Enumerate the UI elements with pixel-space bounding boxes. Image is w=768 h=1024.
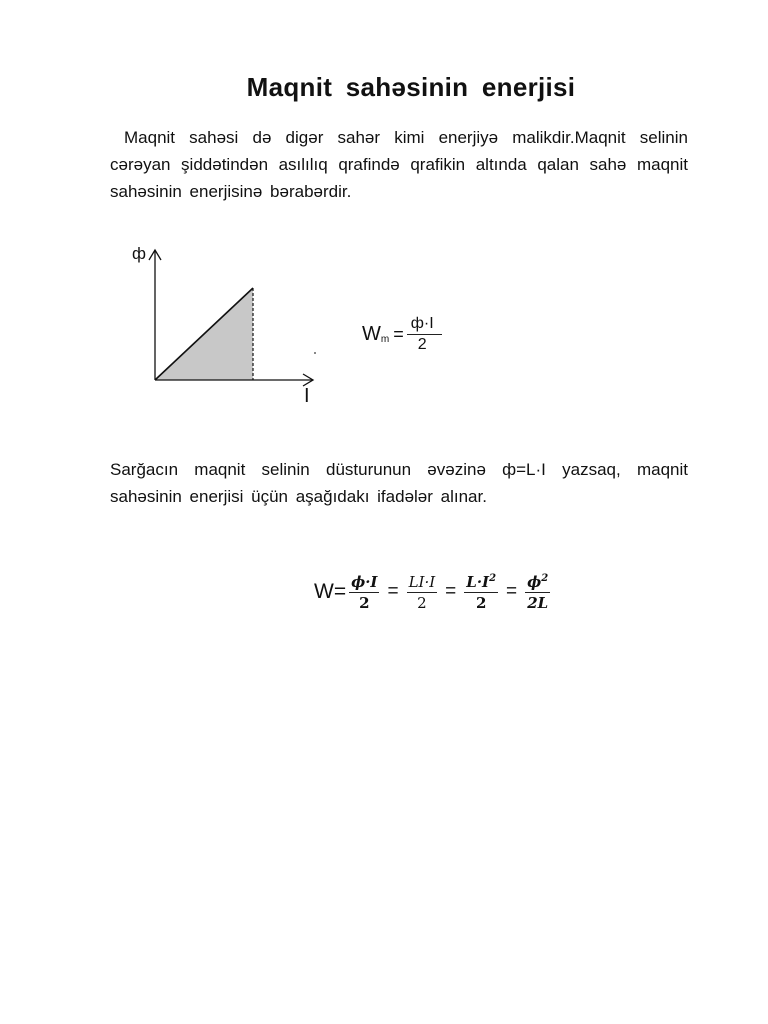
substitution-paragraph: Sarğacın maqnit selinin düsturunun əvəzinə ф=L·I yazsaq, maqnit sahəsinin enerjisi üçün aşağıdakı ifadələr alınar. (110, 460, 688, 506)
x-axis-label: I (304, 385, 310, 407)
intro-paragraph (110, 124, 688, 205)
formula1-fraction (407, 315, 438, 354)
formula2-f3-numerator-base: L·I (466, 572, 490, 591)
flux-current-graph (120, 238, 330, 418)
formula2-equals-3: = (506, 581, 518, 602)
formula2-f3-denominator: 2 (475, 593, 487, 612)
formula1-lhs-sub: m (380, 333, 390, 345)
energy-formula-chain (314, 564, 553, 620)
formula2-f3-numerator (464, 573, 498, 592)
formula2-f2-numerator: LI·I (408, 572, 436, 591)
formula2-f4-numerator-base: ϕ (527, 572, 542, 591)
energy-formula-graph (362, 314, 441, 354)
y-axis-label: ф (132, 244, 146, 263)
formula2-fraction-2 (407, 573, 438, 612)
formula2-lead: W= (314, 580, 347, 603)
formula2-equals-1: = (387, 581, 399, 602)
formula2-fraction-4 (525, 573, 550, 612)
formula1-lhs: W (362, 322, 381, 345)
graph-svg (120, 238, 330, 418)
formula2-f2-denominator: 2 (417, 593, 427, 612)
stray-dot (314, 352, 316, 354)
intro-paragraph-text: Maqnit sahəsi də digər sahər kimi enerjiyə malikdir.Maqnit selinin cərəyan şiddətindən asılılıq qrafində qrafikin altında qalan sahə maqnit sahəsinin enerjisinə bərabərdir. (110, 128, 688, 201)
formula2-f4-numerator (525, 573, 550, 592)
formula2-f1-numerator: ϕ·I (351, 572, 378, 591)
formula2-f4-denominator: 2L (527, 593, 549, 612)
formula1-equals: = (393, 323, 404, 344)
formula2-f3-numerator-exp: 2 (489, 572, 497, 584)
formula2-f1-denominator: 2 (359, 593, 370, 612)
formula1-numerator: ф·I (410, 314, 434, 332)
page-title: Maqnit sahəsinin enerjisi (246, 72, 576, 102)
formula2-f4-numerator-exp: 2 (541, 572, 549, 584)
formula1-denominator: 2 (417, 335, 427, 353)
formula2-fraction-1 (349, 573, 379, 612)
formula2-equals-2: = (445, 581, 457, 602)
formula2-fraction-3 (464, 573, 498, 612)
